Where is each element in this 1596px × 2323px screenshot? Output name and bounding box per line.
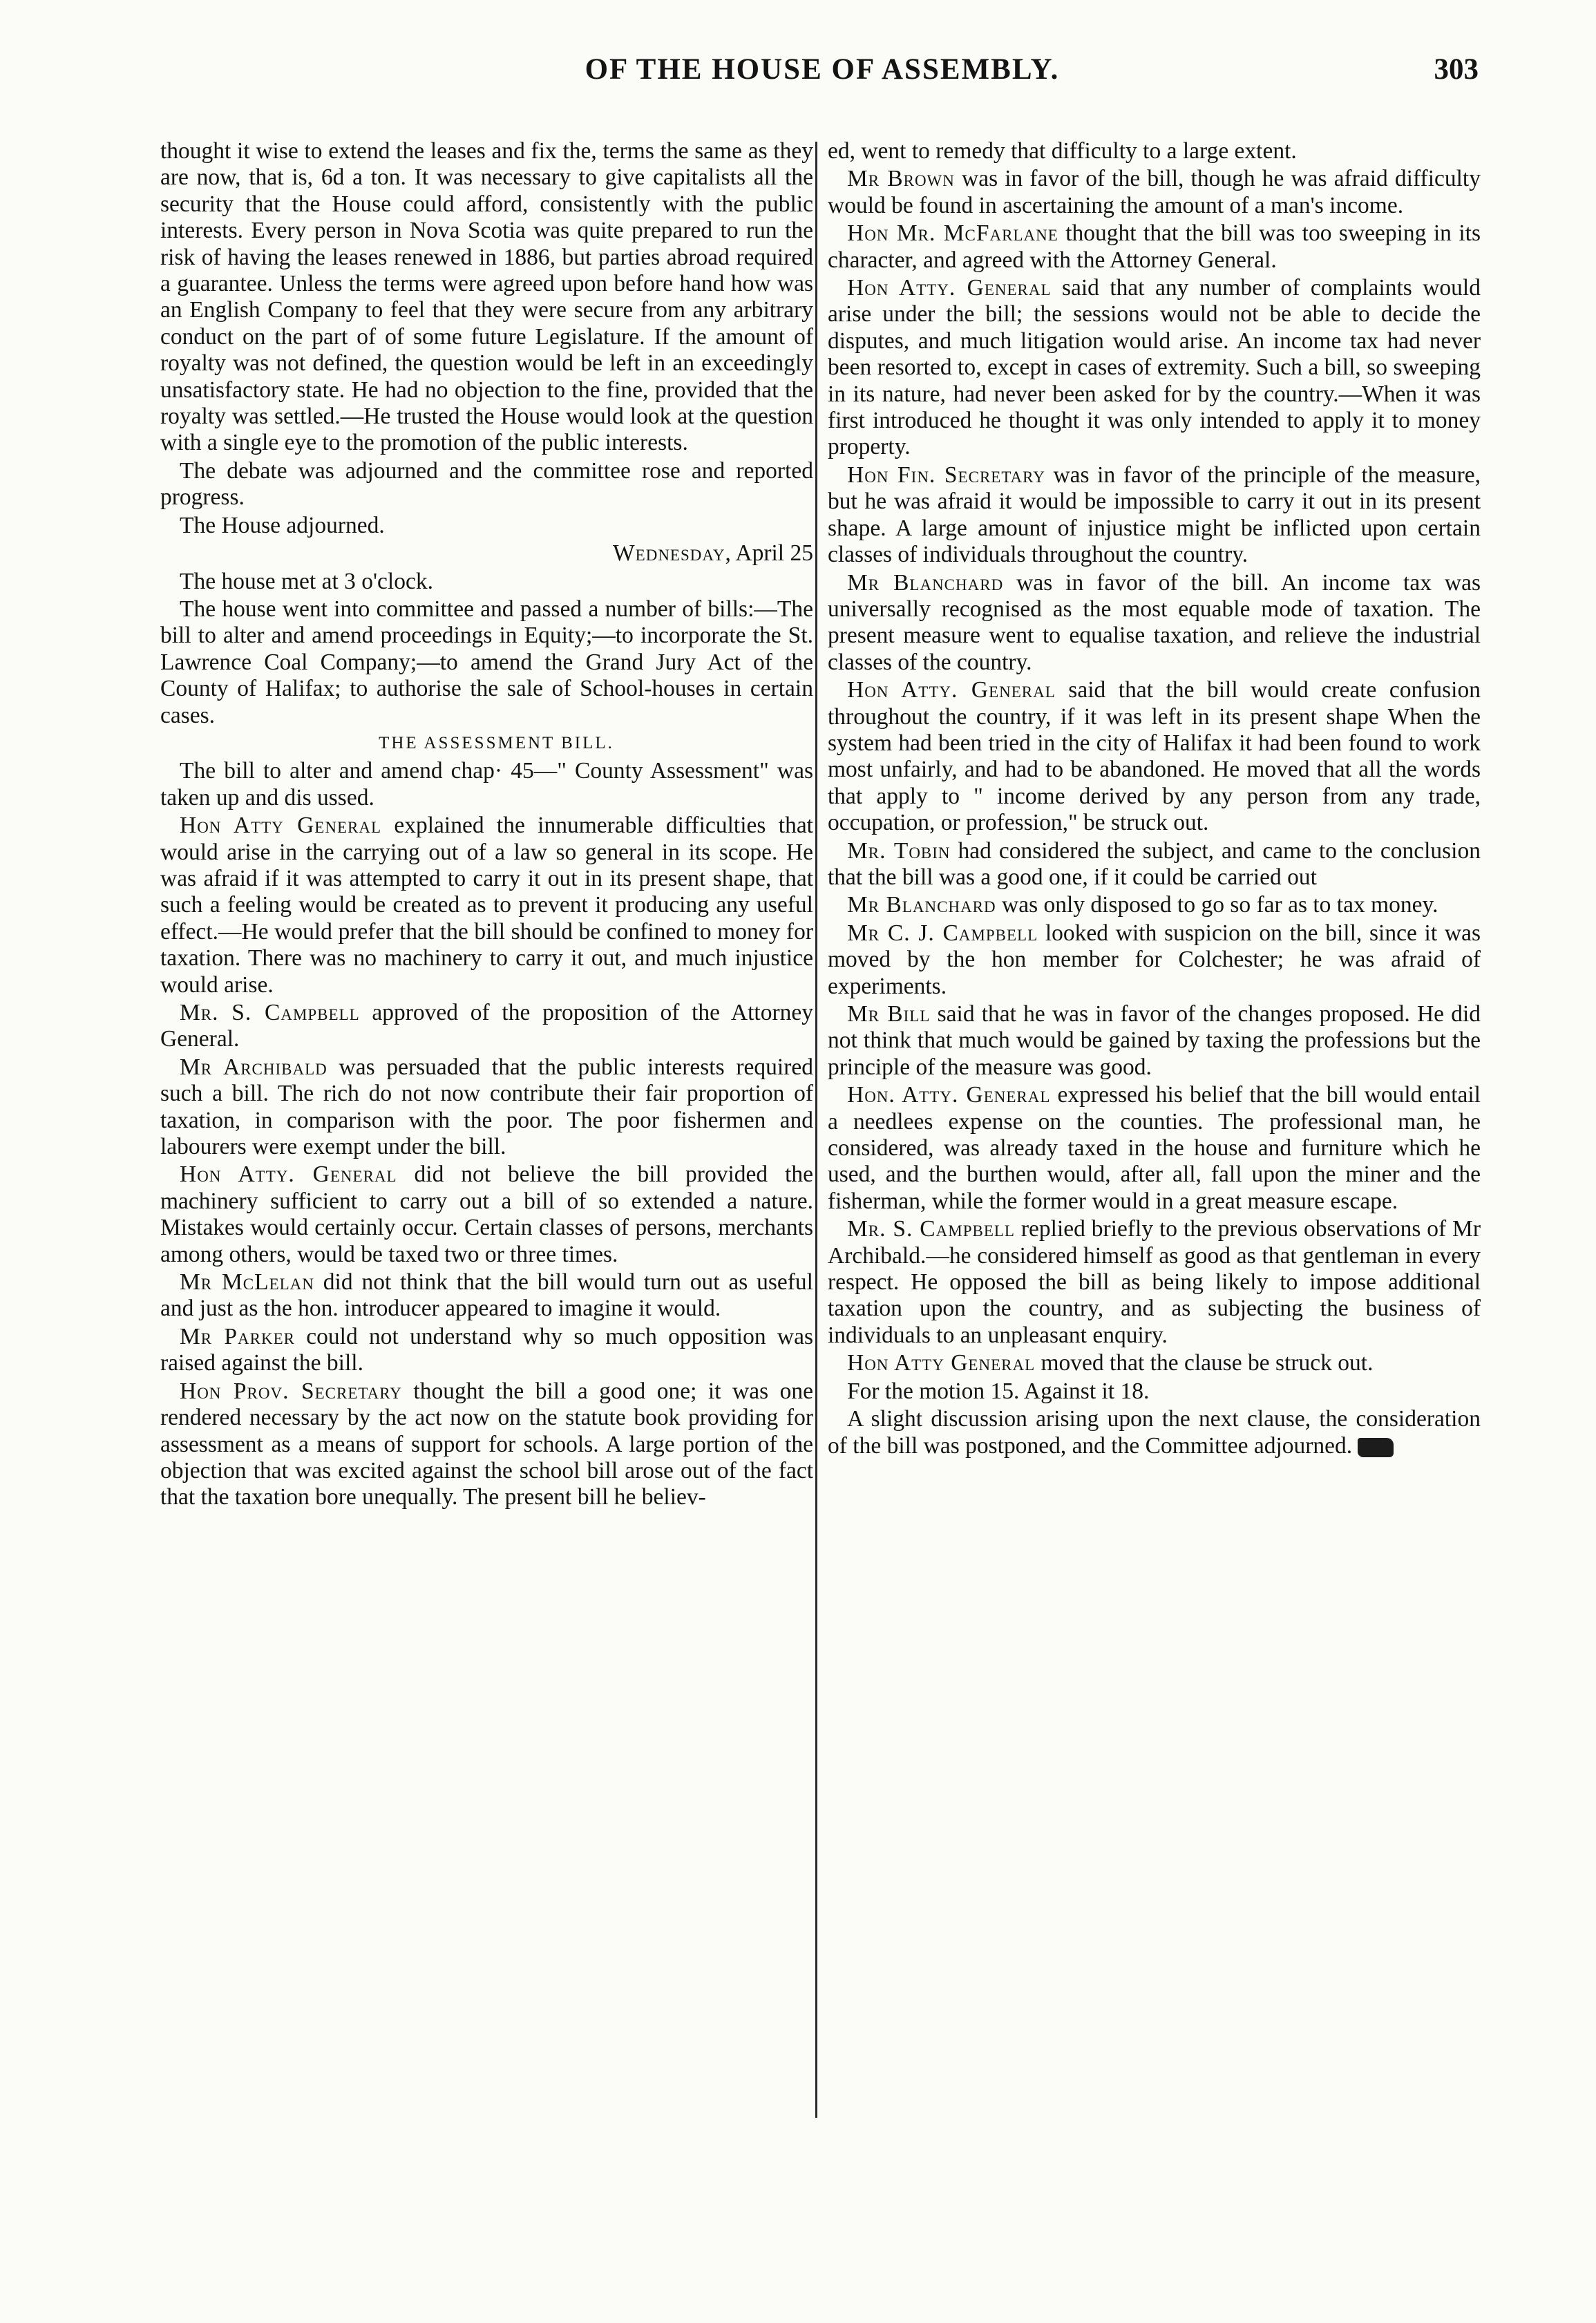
speaker-name: Mr Archibald: [180, 1054, 327, 1080]
page-number: 303: [1434, 53, 1479, 86]
paragraph: The house went into committee and passed a number of bills:—The bill to alter and amend proceedings in Equity;—to incorporate the St. Lawrence Coal Company;—to amend the Grand Jury Act of the County of Halifax; to authorise the sale of School-houses in certain cases.: [160, 596, 813, 728]
speech-paragraph: [828, 1350, 1481, 1376]
speech-paragraph: [828, 892, 1481, 918]
speaker-name: Hon Atty General: [180, 813, 382, 839]
speaker-name: Hon Prov. Secretary: [180, 1378, 402, 1404]
speaker-name: Mr Blanchard: [847, 569, 1004, 596]
speech-paragraph: [160, 1162, 813, 1268]
speech-paragraph: [160, 1324, 813, 1377]
speech-text: was only disposed to go so far as to tax money.: [996, 892, 1438, 918]
speech-paragraph: [828, 677, 1481, 836]
paragraph: thought it wise to extend the leases and fix the, terms the same as they are now, that is, 6d a ton. It was necessary to give capitalists all the security that the House could afford, consistently with the public interests. Every person in Nova Scotia was quite prepared to run the risk of having the leases renewed in 1886, but parties abroad required a guarantee. Unless the terms were agreed upon before hand how was an English Company to feel that they were secure from any arbitrary conduct on the part of of some future Legislature. If the amount of royalty was not defined, the question would be left in an exceedingly unsatisfactory state. He had no objection to the fine, provided that the royalty was settled.—He trusted the House would look at the question with a single eye to the promotion of the public interests.: [160, 138, 813, 456]
paragraph: The debate was adjourned and the committee rose and reported progress.: [160, 457, 813, 511]
speech-text: did not believe the bill provided the machinery sufficient to carry out a bill of so extended a nature. Mistakes would certainly occur. Certain classes of persons, merchants among others, would be taxed two or three times.: [160, 1162, 813, 1267]
closing-text: A slight discussion arising upon the next clause, the consideration of the bill was postponed, and the Committee adjourned.: [828, 1406, 1481, 1459]
column-rule: [815, 142, 817, 2118]
speech-text: approved of the proposition of the Attorney General.: [160, 1000, 813, 1052]
speech-text: was in favor of the bill. An income tax was universally recognised as the most equable mode of taxation. The present measure went to equalise taxation, and relieve the industrial classes of the country.: [828, 569, 1481, 675]
ink-blot-icon: [1358, 1438, 1394, 1457]
speech-paragraph: [160, 1054, 813, 1161]
paragraph: ed, went to remedy that difficulty to a large extent.: [828, 138, 1297, 164]
speaker-name: Hon Atty General: [847, 1350, 1036, 1376]
speech-paragraph: [160, 1269, 813, 1322]
closing-paragraph: [828, 1406, 1481, 1459]
speech-paragraph: [160, 813, 813, 998]
speech-paragraph: [828, 570, 1481, 676]
date-day: Wednesday: [613, 540, 725, 567]
speaker-name: Mr C. J. Campbell: [847, 920, 1038, 946]
speech-text: could not understand why so much opposition was raised against the bill.: [160, 1323, 813, 1376]
speech-paragraph: [828, 1216, 1481, 1349]
speech-text: was in favor of the principle of the measure, but he was afraid it would be impossible to carry it out in its present shape. A large amount of injustice might be inflicted upon certain classes of individuals throughout the country.: [828, 462, 1481, 568]
running-header: [166, 53, 1479, 97]
speech-paragraph: [828, 920, 1481, 1000]
speech-text: moved that the clause be struck out.: [1035, 1350, 1374, 1376]
speech-paragraph: [828, 462, 1481, 569]
paragraph: For the motion 15. Against it 18.: [847, 1378, 1150, 1404]
speech-paragraph: [828, 275, 1481, 461]
speaker-name: Mr Brown: [847, 166, 955, 192]
speech-text: said that he was in favor of the changes proposed. He did not think that much would be gained by taxing the professions but the principle of the measure was good.: [828, 1001, 1481, 1080]
speaker-name: Mr Bill: [847, 1001, 931, 1027]
speech-paragraph: [828, 1082, 1481, 1215]
speech-paragraph: [160, 1000, 813, 1053]
speaker-name: Mr. S. Campbell: [847, 1216, 1015, 1242]
speech-text: thought that the bill was too sweeping in its character, and agreed with the Attorney General.: [828, 220, 1481, 273]
speech-text: expressed his belief that the bill would entail a needlees expense on the counties. The professional man, he considered, was already taxed in the house and furniture which he used, and the burthen would, after all, fall upon the miner and the fisherman, while the former would in a great measure escape.: [828, 1082, 1481, 1214]
speaker-name: Hon Atty. General: [180, 1162, 397, 1188]
paragraph: The house met at 3 o'clock.: [180, 568, 433, 594]
date-rest: , April 25: [725, 540, 813, 567]
section-heading: THE ASSESSMENT BILL.: [379, 733, 614, 752]
right-column: [828, 138, 1481, 1461]
speech-paragraph: [828, 838, 1481, 891]
left-column: [160, 138, 813, 1513]
paragraph: The House adjourned.: [180, 512, 385, 538]
speaker-name: Mr. S. Campbell: [180, 1000, 360, 1025]
speech-text: was persuaded that the public interests required such a bill. The rich do not now contribute their fair proportion of taxation, in comparison with the poor. The poor fishermen and labourers were exempt under the bill.: [160, 1054, 813, 1160]
speaker-name: Hon Atty. General: [847, 677, 1056, 703]
speech-paragraph: [160, 1378, 813, 1511]
speech-text: looked with suspicion on the bill, since it was moved by the hon member for Colchester; he was afraid of experiments.: [828, 920, 1481, 999]
speaker-name: Hon Mr. McFarlane: [847, 220, 1058, 247]
sitting-date: [160, 540, 813, 567]
speech-text: had considered the subject, and came to the conclusion that the bill was a good one, if it could be carried out: [828, 837, 1481, 890]
speech-text: replied briefly to the previous observations of Mr Archibald.—he considered himself as good as that gentleman in every respect. He opposed the bill as being likely to impose additional taxation upon the country, and as subjecting the business of individuals to an unpleasant enquiry.: [828, 1216, 1481, 1348]
paragraph: The bill to alter and amend chap· 45—" County Assessment" was taken up and dis ussed.: [160, 758, 813, 810]
speaker-name: Hon Fin. Secretary: [847, 462, 1045, 488]
speech-text: said that any number of complaints would arise under the bill; the sessions would not be able to decide the disputes, and much litigation would arise. An income tax had never been resorted to, except in cases of extremity. Such a bill, so sweeping in its nature, had never been asked for by the country.—When it was first introduced he thought it was only intended to apply it to money property.: [828, 275, 1481, 460]
speech-text: thought the bill a good one; it was one rendered necessary by the act now on the statute book providing for assessment as a means of support for schools. A large portion of the objection that was excited against the school bill arose out of the fact that the taxation bore unequally. The present bill he believ-: [160, 1378, 814, 1510]
speaker-name: Mr McLelan: [180, 1269, 314, 1296]
speech-text: said that the bill would create confusion throughout the country, if it was left in its present shape When the system had been tried in the city of Halifax it had been found to work most unfairly, and had to be abandoned. He moved that all the words that apply to " income derived by any person from any trade, occupation, or profession," be struck out.: [828, 677, 1481, 836]
speech-text: did not think that the bill would turn out as useful and just as the hon. introducer appeared to imagine it would.: [160, 1269, 813, 1322]
running-title: OF THE HOUSE OF ASSEMBLY.: [585, 53, 1060, 86]
speaker-name: Mr. Tobin: [847, 837, 951, 864]
speech-paragraph: [828, 220, 1481, 274]
speech-text: was in favor of the bill, though he was afraid difficulty would be found in ascertaining the amount of a man's income.: [828, 166, 1481, 218]
speech-paragraph: [828, 1001, 1481, 1081]
speech-text: explained the innumerable difficulties that would arise in the carrying out of a law so general in its scope. He was afraid if it was attempted to carry it out in its present shape, that such a feeling would be created as to prevent it producing any useful effect.—He would prefer that the bill should be confined to money for taxation. There was no machinery to carry it out, and much injustice would arise.: [160, 813, 813, 998]
speaker-name: Mr Parker: [180, 1323, 295, 1349]
speaker-name: Mr Blanchard: [847, 892, 996, 918]
speaker-name: Hon. Atty. General: [847, 1082, 1051, 1108]
speaker-name: Hon Atty. General: [847, 275, 1052, 301]
speech-paragraph: [828, 166, 1481, 219]
